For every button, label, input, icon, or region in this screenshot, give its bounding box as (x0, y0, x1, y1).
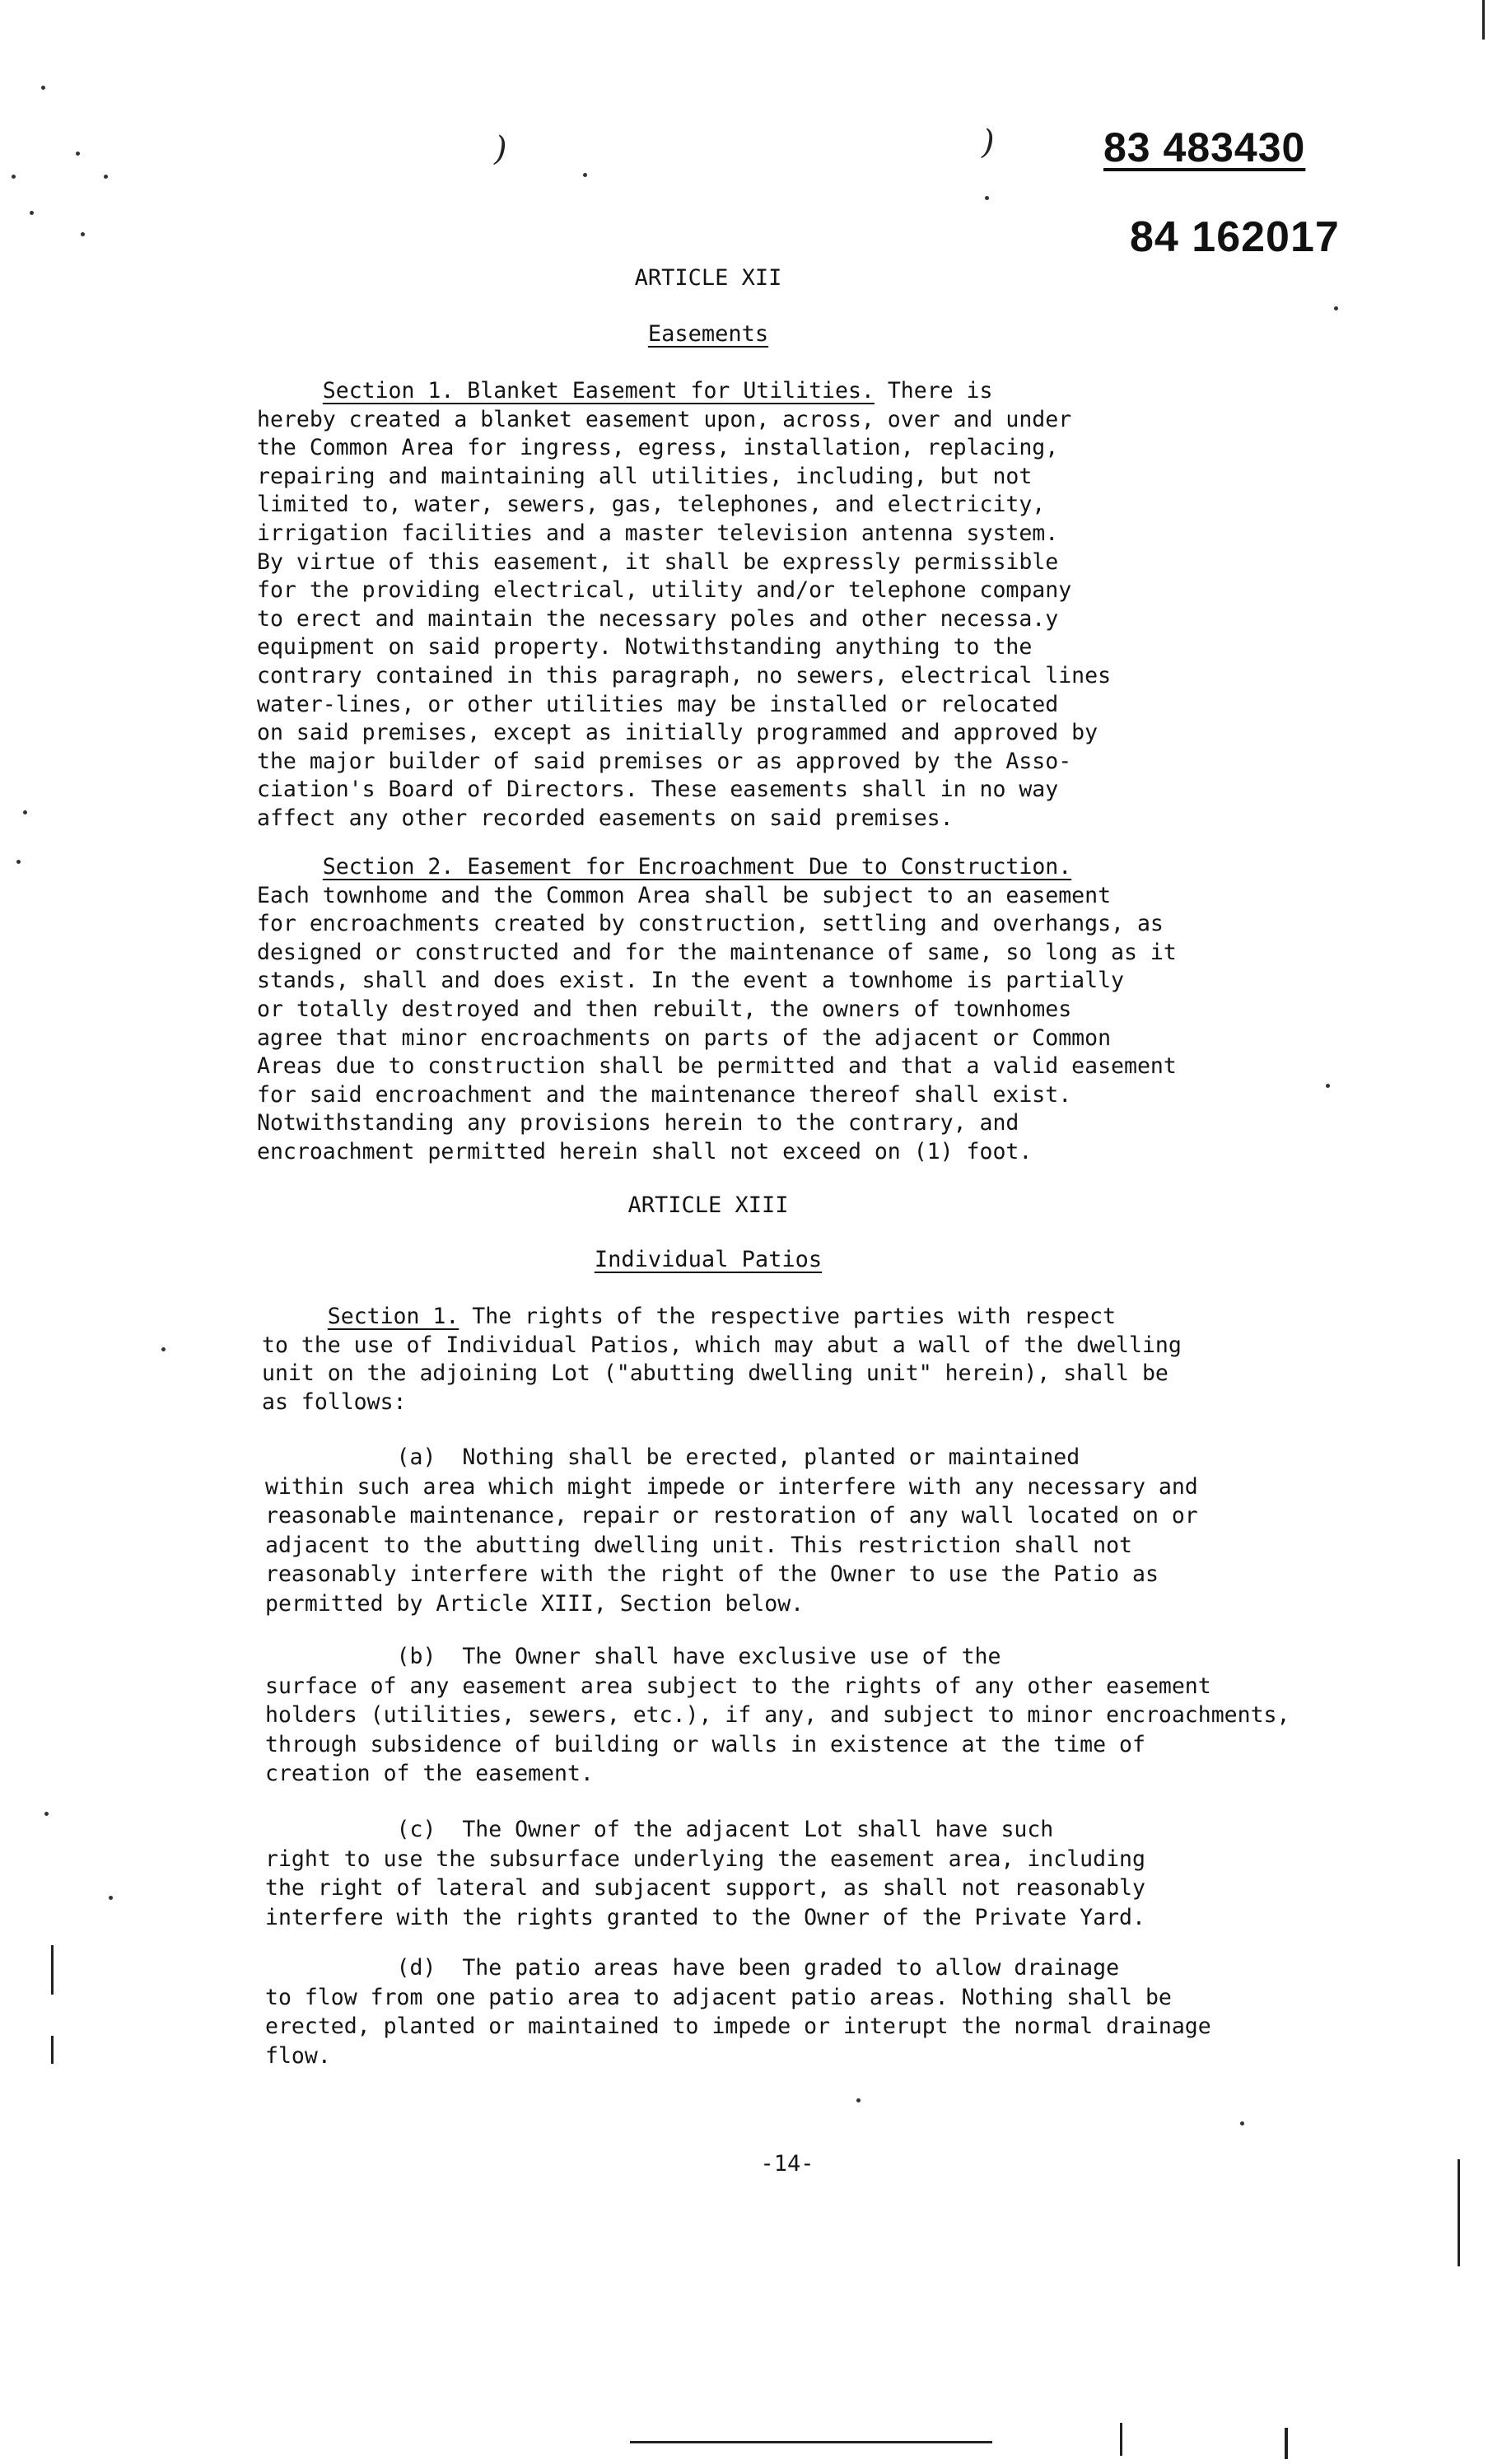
scan-dot-4 (104, 175, 108, 179)
text-line (257, 719, 1410, 748)
text-line (257, 1138, 1410, 1167)
scan-dot-12 (44, 1812, 49, 1816)
text-line (265, 2012, 1434, 2042)
text-line (257, 996, 1410, 1024)
text-line (262, 1360, 1415, 1388)
text-line (257, 910, 1410, 939)
line-text: for encroachments created by construction, settling and overhangs, as (257, 911, 1164, 937)
line-text: equipment on said property. Notwithstanding anything to the (257, 634, 1033, 660)
text-line (265, 1903, 1434, 1933)
text-line (257, 1024, 1410, 1053)
text-line (265, 1531, 1434, 1561)
line-text: holders (utilities, sewers, etc.), if any, and subject to minor encroachments, (265, 1702, 1290, 1728)
text-line (257, 633, 1410, 662)
line-text: adjacent to the abutting dwelling unit. This restriction shall not (265, 1532, 1132, 1558)
indent (262, 1304, 328, 1329)
scan-mark-paren-left: ) (494, 130, 507, 168)
recording-number-1: 83 483430 (1103, 124, 1306, 170)
text-line (265, 1759, 1434, 1789)
line-text: on said premises, except as initially programmed and approved by (257, 720, 1099, 746)
text-line (262, 1332, 1415, 1360)
text-line (265, 1672, 1434, 1701)
scan-mark-paren-right: ) (982, 124, 995, 161)
line-text: Areas due to construction shall be permitted and that a valid easement (257, 1053, 1177, 1080)
scan-dot-6 (81, 232, 85, 236)
scan-dot-11 (161, 1347, 166, 1351)
line-text: repairing and maintaining all utilities, including, but not (257, 463, 1033, 489)
line-text: (a) Nothing shall be erected, planted or maintained (265, 1444, 1080, 1470)
item-c (265, 1815, 1434, 1932)
line-text: hereby created a blanket easement upon, across, over and under (257, 406, 1072, 432)
scan-dot-14 (856, 2098, 861, 2102)
line-text: the right of lateral and subjacent support, as shall not reasonably (265, 1875, 1145, 1901)
article-xii-section-1 (257, 377, 1410, 833)
text-line (257, 1109, 1410, 1138)
line-text: contrary contained in this paragraph, no sewers, electrical lines (257, 662, 1112, 688)
line-text: unit on the adjoining Lot ("abutting dwelling unit" herein), shall be (262, 1360, 1168, 1387)
line-text: erected, planted or maintained to impede or interupt the normal drainage (265, 2014, 1211, 2039)
text-line (265, 1730, 1434, 1760)
line-text: affect any other recorded easements on said premises. (257, 805, 954, 831)
text-line (257, 853, 1410, 882)
text-line (265, 1443, 1434, 1472)
text-line (257, 1052, 1410, 1081)
text-line (257, 939, 1410, 968)
line-text: water-lines, or other utilities may be installed or relocated (257, 691, 1059, 717)
line-text: ciation's Board of Directors. These easements shall in no way (257, 777, 1059, 803)
text-line (257, 520, 1410, 548)
line-text: (c) The Owner of the adjacent Lot shall have such (265, 1817, 1054, 1842)
article-xii-subtitle (0, 321, 1416, 347)
text-line (257, 605, 1410, 634)
recording-number-2: 84 162017 (1130, 213, 1340, 261)
scan-dot-3 (76, 152, 80, 156)
line-text: permitted by Article XIII, Section below. (265, 1590, 805, 1617)
line-text: the major builder of said premises or as approved by the Asso- (257, 748, 1072, 774)
article-xii-subtitle-text: Easements (647, 321, 769, 347)
scan-dot-16 (23, 810, 27, 814)
indent (257, 854, 323, 880)
section-heading: Section 1. (327, 1304, 459, 1329)
text-line (265, 1953, 1434, 1983)
scan-mark-line-top-right (1482, 0, 1485, 40)
line-text: for the providing electrical, utility and/or telephone company (257, 577, 1072, 604)
text-line (257, 776, 1410, 805)
text-line (257, 491, 1410, 520)
item-b (265, 1642, 1434, 1789)
text-line (265, 2042, 1434, 2071)
text-line (265, 1642, 1434, 1672)
scan-dot-15 (1240, 2121, 1244, 2126)
line-text: stands, shall and does exist. In the event a townhome is partially (257, 968, 1124, 994)
line-text: to erect and maintain the necessary poles and other necessa.y (257, 605, 1059, 632)
line-text: flow. (265, 2042, 331, 2069)
line-text: as follows: (262, 1388, 407, 1415)
text-line (257, 548, 1410, 577)
text-line (265, 1472, 1434, 1502)
text-line (257, 463, 1410, 492)
text-line (262, 1388, 1415, 1417)
line-text: limited to, water, sewers, gas, telephones, and electricity, (257, 492, 1046, 518)
line-text: designed or constructed and for the maintenance of same, so long as it (257, 939, 1177, 965)
scan-dot-13 (109, 1896, 113, 1900)
line-text: or totally destroyed and then rebuilt, the owners of townhomes (257, 996, 1072, 1022)
line-text: surface of any easement area subject to the rights of any other easement (265, 1673, 1211, 1699)
text-line (257, 1081, 1410, 1110)
text-line (257, 406, 1410, 435)
scan-mark-line-left-2 (51, 2036, 54, 2064)
line-text: interfere with the rights granted to the Owner of the Private Yard. (265, 1904, 1145, 1930)
page-number: -14- (760, 2151, 814, 2177)
article-xiii-subtitle-text: Individual Patios (594, 1247, 823, 1272)
scan-mark-line-bottom-3 (1285, 2428, 1288, 2459)
article-xii-section-2 (257, 853, 1410, 1167)
text-line (265, 1874, 1434, 1903)
text-line (265, 1815, 1434, 1845)
indent (257, 378, 323, 404)
line-text: creation of the easement. (265, 1761, 594, 1786)
scan-mark-line-bottom (630, 2441, 992, 2443)
text-line (257, 377, 1410, 406)
text-line (257, 662, 1410, 691)
scan-dot-1 (41, 86, 45, 90)
scan-mark-line-left-1 (51, 1945, 54, 1995)
text-line (257, 748, 1410, 777)
line-text: to the use of Individual Patios, which may abut a wall of the dwelling (262, 1332, 1182, 1358)
text-line (265, 1501, 1434, 1531)
line-text: agree that minor encroachments on parts of the adjacent or Common (257, 1024, 1112, 1051)
text-line (257, 576, 1410, 605)
text-line (257, 882, 1410, 911)
line-text: By virtue of this easement, it shall be expressly permissible (257, 548, 1059, 575)
article-xiii-subtitle (0, 1247, 1416, 1272)
section-heading: Section 2. Easement for Encroachment Due to Construction. (322, 854, 1072, 880)
text-line (257, 434, 1410, 463)
line-text: through subsidence of building or walls in existence at the time of (265, 1731, 1145, 1757)
scan-mark-line-bottom-2 (1120, 2423, 1122, 2456)
text-line (265, 1701, 1434, 1730)
scan-dot-5 (30, 211, 34, 215)
text-line (257, 805, 1410, 833)
item-d (265, 1953, 1434, 2070)
line-text: right to use the subsurface underlying the easement area, including (265, 1846, 1145, 1872)
scan-dot-17 (16, 860, 21, 864)
line-text: (b) The Owner shall have exclusive use of the (265, 1644, 1001, 1669)
line-text: to flow from one patio area to adjacent patio areas. Nothing shall be (265, 1984, 1172, 2010)
line-text: irrigation facilities and a master television antenna system. (257, 520, 1059, 546)
text-line (265, 1560, 1434, 1589)
line-text: within such area which might impede or interfere with any necessary and (265, 1473, 1198, 1500)
line-text: reasonably interfere with the right of the Owner to use the Patio as (265, 1561, 1159, 1587)
line-text: The rights of the respective parties with respect (459, 1304, 1117, 1329)
article-xii-title: ARTICLE XII (634, 265, 782, 291)
line-text: the Common Area for ingress, egress, installation, replacing, (257, 435, 1059, 461)
text-line (262, 1303, 1415, 1332)
line-text: encroachment permitted herein shall not exceed on (1) foot. (257, 1138, 1033, 1164)
article-xiii-section-1 (262, 1303, 1415, 1416)
section-heading: Section 1. Blanket Easement for Utilities. (322, 378, 875, 404)
scan-dot-7 (583, 173, 587, 177)
text-line (265, 1589, 1434, 1619)
scan-dot-2 (12, 175, 16, 179)
item-a (265, 1443, 1434, 1618)
line-text: There is (874, 378, 993, 404)
text-line (257, 967, 1410, 996)
line-text: Each townhome and the Common Area shall be subject to an easement (257, 882, 1112, 908)
scan-dot-8 (985, 196, 989, 200)
scan-dot-9 (1334, 306, 1338, 310)
article-xiii-title: ARTICLE XIII (627, 1192, 789, 1218)
line-text: reasonable maintenance, repair or restoration of any wall located on or (265, 1503, 1198, 1528)
text-line (265, 1845, 1434, 1874)
line-text: for said encroachment and the maintenance thereof shall exist. (257, 1081, 1072, 1108)
line-text: Notwithstanding any provisions herein to the contrary, and (257, 1110, 1019, 1136)
text-line (257, 691, 1410, 720)
line-text: (d) The patio areas have been graded to allow drainage (265, 1955, 1120, 1981)
text-line (265, 1983, 1434, 2013)
